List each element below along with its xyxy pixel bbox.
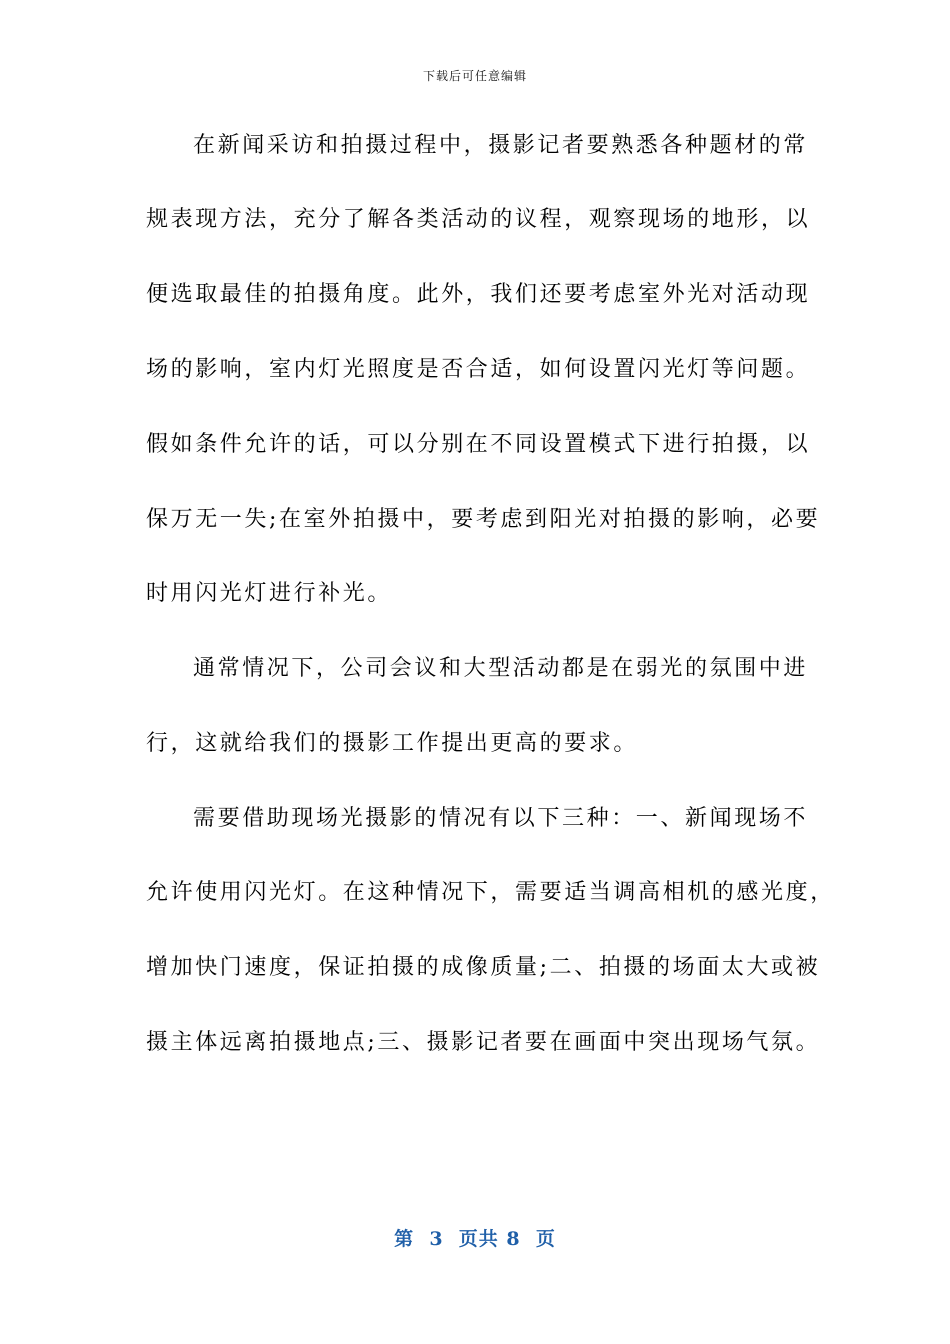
- paragraph-3-line-4: 摄主体远离拍摄地点;三、摄影记者要在画面中突出现场气氛。: [146, 1030, 821, 1055]
- paragraph-2-line-1: 通常情况下，公司会议和大型活动都是在弱光的氛围中进: [193, 656, 809, 681]
- header-note: 下载后可任意编辑: [422, 69, 527, 83]
- paragraph-1-line-5: 假如条件允许的话，可以分别在不同设置模式下进行拍摄，以: [146, 432, 811, 457]
- paragraph-1-line-2: 规表现方法，充分了解各类活动的议程，观察现场的地形，以: [146, 207, 811, 232]
- paragraph-2-line-2: 行，这就给我们的摄影工作提出更高的要求。: [146, 731, 639, 756]
- paragraph-3-line-3: 增加快门速度，保证拍摄的成像质量;二、拍摄的场面太大或被: [146, 955, 821, 980]
- paragraph-1-line-6: 保万无一失;在室外拍摄中，要考虑到阳光对拍摄的影响，必要: [146, 507, 821, 532]
- paragraph-1-line-1: 在新闻采访和拍摄过程中，摄影记者要熟悉各种题材的常: [193, 133, 809, 158]
- paragraph-1-line-3: 便选取最佳的拍摄角度。此外，我们还要考虑室外光对活动现: [146, 282, 811, 307]
- paragraph-3-line-2: 允许使用闪光灯。在这种情况下，需要适当调高相机的感光度，: [146, 880, 835, 905]
- paragraph-3-line-1: 需要借助现场光摄影的情况有以下三种：一、新闻现场不: [193, 806, 809, 831]
- page-number-footer: 第 3 页共 8 页: [394, 1228, 556, 1250]
- paragraph-1-line-4: 场的影响，室内灯光照度是否合适，如何设置闪光灯等问题。: [146, 357, 811, 382]
- paragraph-1-line-7: 时用闪光灯进行补光。: [146, 581, 393, 606]
